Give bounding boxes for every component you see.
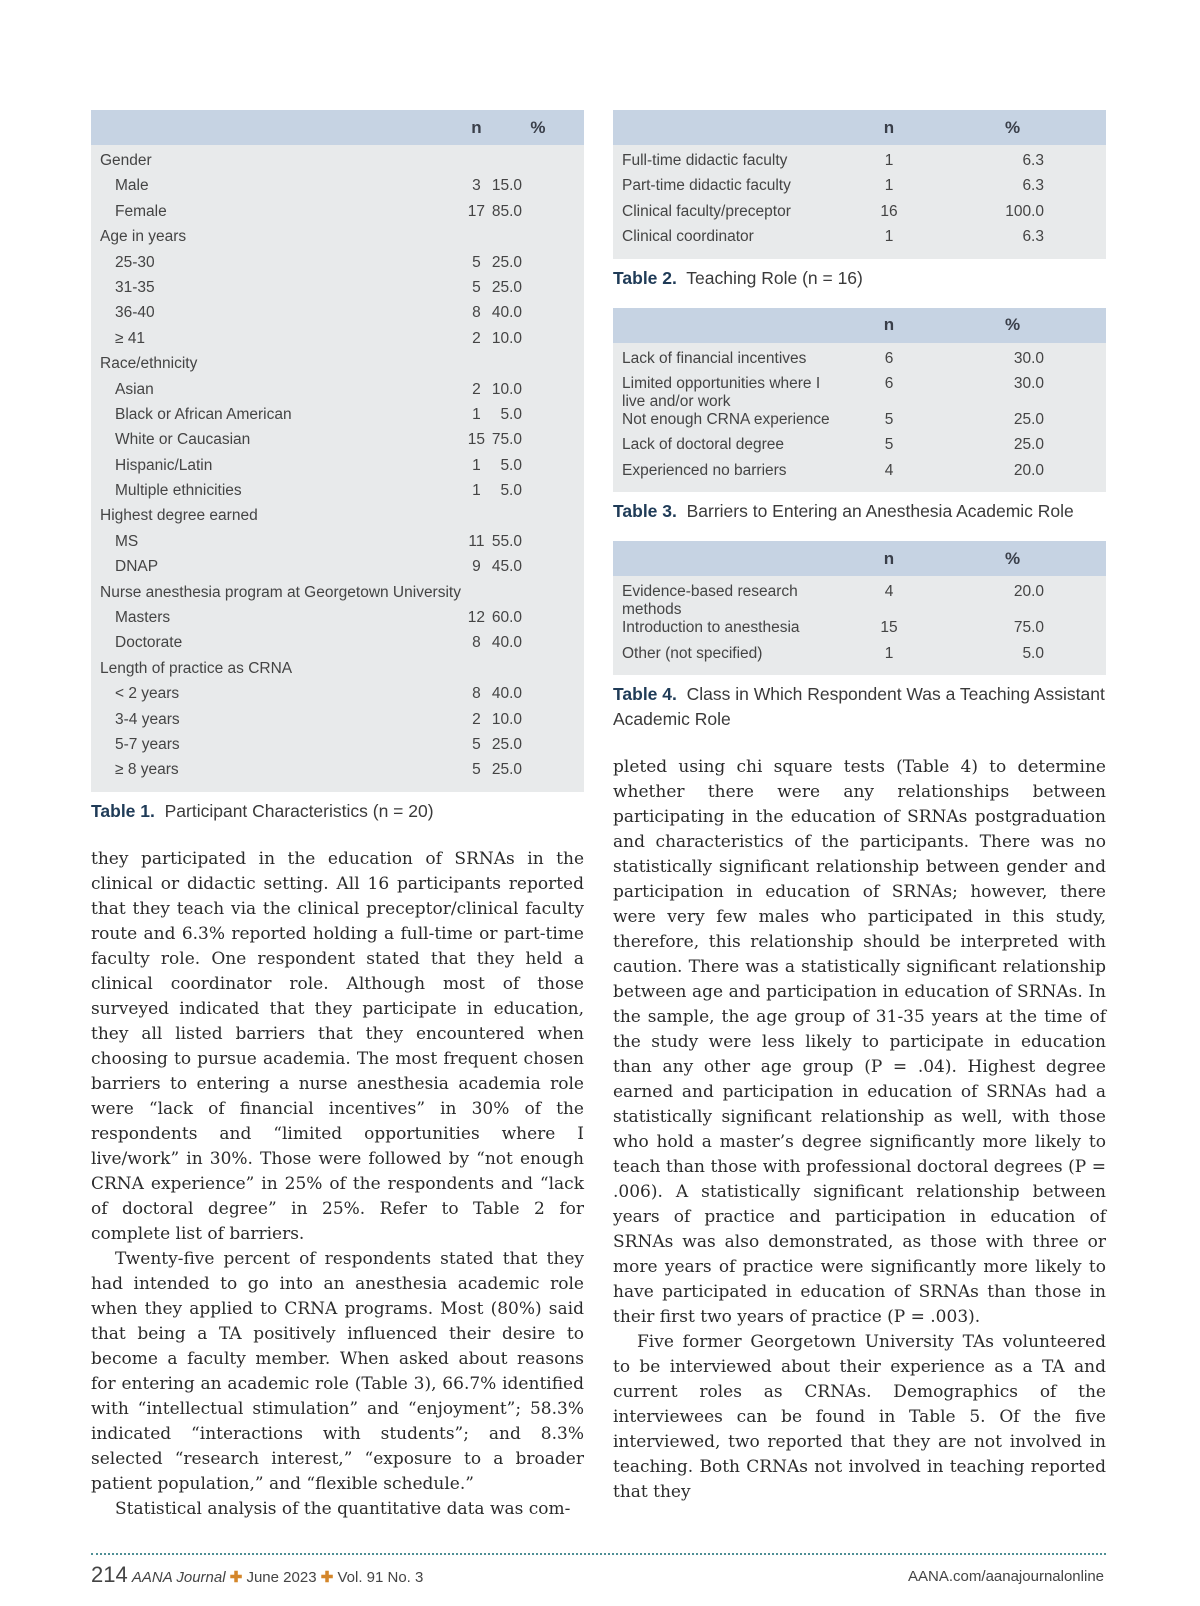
row-n-value: 5 [884, 436, 894, 454]
row-n-value: 2 [472, 380, 481, 398]
row-label: Masters [115, 609, 171, 627]
row-label: Lack of doctoral degree [622, 436, 784, 454]
row-percent-value: 10.0 [491, 710, 522, 728]
journal-url: AANA.com/aanajournalonline [908, 1568, 1104, 1585]
row-n-value: 9 [472, 558, 481, 576]
row-percent-value: 6.3 [1022, 228, 1044, 246]
row-n-value: 4 [884, 583, 894, 601]
row-label: 31-35 [115, 278, 155, 296]
row-percent-value: 40.0 [491, 634, 522, 652]
row-percent-value: 25.0 [1013, 410, 1044, 428]
table-row [91, 609, 584, 634]
row-label: Gender [100, 152, 152, 169]
row-n-value: 1 [884, 228, 894, 246]
row-percent-value: 100.0 [1005, 202, 1044, 220]
row-label: White or Caucasian [115, 431, 251, 449]
paragraph: Statistical analysis of the quantitative data was com- [115, 1498, 571, 1519]
table-3-body [613, 343, 1106, 493]
row-n-value: 1 [884, 152, 894, 169]
caption-number: Table 4. [613, 683, 677, 704]
table-header-n: n [859, 110, 919, 145]
row-n-value: 5 [472, 253, 481, 271]
row-percent-value: 75.0 [1013, 619, 1044, 637]
row-n-value: 5 [472, 761, 481, 779]
row-n-value: 3 [472, 177, 481, 195]
separator-icon: ✚ [320, 1569, 334, 1586]
table-row [613, 228, 1106, 258]
row-label: Limited opportunities where I live and/or work [622, 374, 821, 410]
caption-number: Table 3. [613, 501, 677, 522]
row-label: Clinical faculty/preceptor [622, 202, 791, 220]
row-label: 25-30 [115, 253, 155, 271]
row-percent-value: 75.0 [491, 431, 522, 449]
table-4 [613, 541, 1106, 675]
row-n-value: 5 [472, 735, 481, 753]
footer-left [91, 1562, 423, 1588]
row-n-value: 6 [884, 374, 894, 392]
row-percent-value: 5.0 [500, 405, 522, 423]
row-percent-value: 30.0 [1013, 374, 1044, 392]
table-header-pct: % [919, 110, 1106, 145]
table-1-body [91, 145, 584, 792]
caption-text: Barriers to Entering an Anesthesia Academic Role [686, 501, 1074, 522]
row-n-value: 2 [472, 329, 481, 347]
table-header-label [613, 110, 859, 145]
row-percent-value: 20.0 [1013, 461, 1044, 479]
row-n-value [461, 584, 492, 609]
row-label: Hispanic/Latin [115, 456, 213, 474]
table-row [91, 203, 584, 228]
table-row [613, 177, 1106, 202]
row-percent-value [492, 507, 584, 532]
row-label: MS [115, 532, 139, 550]
row-percent-value: 60.0 [491, 609, 522, 627]
table-row [613, 145, 1106, 177]
page-number: 214 [91, 1562, 128, 1587]
table-row [91, 304, 584, 329]
table-3-caption [613, 499, 1106, 524]
paragraph: Twenty-five percent of respondents stated that they had intended to go into an anesthesia academic role when they applied to CRNA programs. Most (80%) said that being a TA positively influenced their desire to become a faculty member. When asked about reasons for entering an academic role (Table 3), 66.7% identified with “intellectual stimulation” and “enjoyment”; 58.3% indicated “interactions with students”; and 8.3% selected “research interest,” “exposure to a broader patient population,” and “flexible schedule.” [91, 1248, 584, 1494]
table-row [613, 645, 1106, 675]
row-n-value: 8 [472, 634, 481, 652]
paragraph: they participated in the education of SRNAs in the clinical or didactic setting. All 16 participants reported that they teach via the clinical preceptor/clinical faculty route and 6.3% reported holding a full-time or part-time faculty role. One respondent stated that they held a clinical coordinator role. Although most of those surveyed indicated that they participate in education, they all listed barriers that they encountered when choosing to pursue academia. The most frequent chosen barriers to entering a nurse anesthesia academia role were “lack of financial incentives” in 30% of the respondents and “limited opportunities where I live/work” in 30%. Those were followed by “not enough CRNA experience” in 25% of the respondents and “lack of doctoral degree” in 25%. Refer to Table 2 for complete list of barriers. [91, 848, 584, 1244]
table-row [91, 457, 584, 482]
row-label: Length of practice as CRNA [100, 659, 293, 677]
row-n-value: 1 [884, 644, 894, 662]
row-label: Clinical coordinator [622, 228, 754, 246]
caption-text: Teaching Role (n = 16) [686, 267, 863, 288]
row-n-value: 1 [884, 177, 894, 195]
table-row [91, 145, 584, 177]
row-n-value: 15 [880, 619, 898, 637]
table-row [91, 507, 584, 532]
row-percent-value: 5.0 [1022, 644, 1044, 662]
row-percent-value: 40.0 [491, 685, 522, 703]
row-n-value [461, 507, 492, 532]
table-row [91, 254, 584, 279]
row-label: < 2 years [115, 685, 180, 703]
table-row [91, 685, 584, 710]
caption-number: Table 1. [91, 800, 155, 821]
row-n-value [461, 228, 492, 253]
table-row [91, 736, 584, 761]
table-header-row [91, 110, 584, 145]
row-n-value [461, 660, 492, 685]
row-n-value: 5 [472, 278, 481, 296]
row-percent-value: 5.0 [500, 482, 522, 500]
table-header-row [613, 110, 1106, 145]
row-label: Race/ethnicity [100, 355, 198, 373]
table-header-n: n [859, 308, 919, 343]
row-n-value: 8 [472, 685, 481, 703]
row-percent-value [492, 584, 584, 609]
row-percent-value: 20.0 [1013, 583, 1044, 601]
row-percent-value [492, 145, 584, 177]
table-4-caption [613, 682, 1106, 732]
table-row [613, 576, 1106, 619]
row-percent-value: 10.0 [491, 329, 522, 347]
row-label: Male [115, 177, 149, 195]
row-label: Age in years [100, 228, 187, 246]
row-percent-value: 5.0 [500, 456, 522, 474]
table-2 [613, 110, 1106, 259]
table-row [91, 355, 584, 380]
table-header-label [613, 308, 859, 343]
left-body-text [91, 847, 584, 1522]
row-label: Nurse anesthesia program at Georgetown University [100, 583, 461, 601]
table-row [91, 711, 584, 736]
row-n-value: 5 [884, 410, 894, 428]
row-percent-value: 45.0 [491, 558, 522, 576]
row-label: Experienced no barriers [622, 461, 787, 479]
row-label: Not enough CRNA experience [622, 410, 830, 428]
table-2-caption [613, 266, 1106, 291]
table-row [91, 228, 584, 253]
row-label: ≥ 41 [115, 329, 146, 347]
row-n-value: 6 [884, 349, 894, 367]
table-row [91, 177, 584, 202]
table-header-n: n [461, 110, 492, 145]
left-column [91, 110, 584, 1522]
row-percent-value: 6.3 [1022, 177, 1044, 195]
row-percent-value: 30.0 [1013, 349, 1044, 367]
row-n-value: 1 [472, 482, 481, 500]
paragraph: Five former Georgetown University TAs volunteered to be interviewed about their experience as a TA and current roles as CRNAs. Demographics of the interviewees can be found in Table 5. Of the five interviewed, two reported that they are not involved in teaching. Both CRNAs not involved in teaching reported that they [613, 1331, 1106, 1502]
row-label: Part-time didactic faculty [622, 177, 791, 195]
table-row [91, 761, 584, 791]
table-row [91, 482, 584, 507]
table-row [91, 431, 584, 456]
row-label: Highest degree earned [100, 507, 258, 525]
separator-icon: ✚ [229, 1569, 243, 1586]
row-label: Asian [115, 380, 154, 398]
issue-date: June 2023 [246, 1569, 317, 1586]
table-row [613, 203, 1106, 228]
row-label: Black or African American [115, 405, 292, 423]
table-header-pct: % [919, 541, 1106, 576]
row-label: Lack of financial incentives [622, 349, 807, 367]
table-row [91, 406, 584, 431]
row-n-value: 16 [880, 202, 898, 220]
table-header-n: n [859, 541, 919, 576]
row-percent-value: 10.0 [491, 380, 522, 398]
row-percent-value: 25.0 [491, 278, 522, 296]
row-percent-value: 40.0 [491, 304, 522, 322]
caption-text: Class in Which Respondent Was a Teaching Assistant Academic Role [613, 683, 1105, 729]
footer-divider [91, 1553, 1106, 1555]
page-footer [91, 1560, 1106, 1590]
table-row [91, 330, 584, 355]
row-percent-value: 6.3 [1022, 152, 1044, 169]
table-header-pct: % [492, 110, 584, 145]
row-percent-value: 25.0 [1013, 436, 1044, 454]
caption-number: Table 2. [613, 267, 677, 288]
journal-name: AANA Journal [131, 1569, 226, 1586]
row-label: Doctorate [115, 634, 183, 652]
table-row [91, 660, 584, 685]
table-row [613, 375, 1106, 411]
row-percent-value: 85.0 [491, 202, 522, 220]
row-label: ≥ 8 years [115, 761, 179, 779]
row-n-value [461, 145, 492, 177]
table-row [91, 584, 584, 609]
right-column [613, 110, 1106, 1505]
table-row [613, 411, 1106, 436]
row-n-value [461, 355, 492, 380]
row-n-value: 1 [472, 456, 481, 474]
table-1 [91, 110, 584, 792]
row-n-value: 4 [884, 461, 894, 479]
row-percent-value [492, 228, 584, 253]
table-header-pct: % [919, 308, 1106, 343]
table-header-row [613, 541, 1106, 576]
row-label: 5-7 years [115, 735, 180, 753]
row-label: Evidence-based research methods [622, 583, 798, 619]
paragraph: pleted using chi square tests (Table 4) to determine whether there were any relationships between participating in the education of SRNAs postgraduation and characteristics of the participants. There was no statistically significant relationship between gender and participation in education of SRNAs; however, there were very few males who participated in this study, therefore, this relationship should be interpreted with caution. There was a statistically significant relationship between age and participation in education of SRNAs. In the sample, the age group of 31-35 years at the time of the study were less likely to participate in education than any other age group (P = .04). Highest degree earned and participation in education of SRNAs had a statistically significant relationship as well, with those who hold a master’s degree significantly more likely to teach than those with professional doctoral degrees (P = .006). A statistically significant relationship between years of practice and participation in education of SRNAs was also demonstrated, as those with three or more years of practice were significantly more likely to have participated in education of SRNAs than those in their first two years of practice (P = .003). [613, 756, 1106, 1327]
row-percent-value [492, 660, 584, 685]
table-row [613, 619, 1106, 644]
table-row [613, 343, 1106, 375]
caption-text: Participant Characteristics (n = 20) [164, 800, 434, 821]
row-n-value: 11 [468, 532, 485, 550]
row-label: DNAP [115, 558, 159, 576]
table-2-body [613, 145, 1106, 259]
row-percent-value: 55.0 [491, 532, 522, 550]
volume-info: Vol. 91 No. 3 [337, 1569, 424, 1586]
row-n-value: 17 [467, 202, 486, 220]
table-header-label [91, 110, 461, 145]
row-percent-value [492, 355, 584, 380]
row-percent-value: 25.0 [491, 735, 522, 753]
right-body-text [613, 755, 1106, 1505]
table-row [91, 381, 584, 406]
table-row [91, 634, 584, 659]
row-percent-value: 25.0 [491, 253, 522, 271]
row-label: Full-time didactic faculty [622, 152, 788, 169]
table-row [613, 436, 1106, 461]
row-n-value: 2 [472, 710, 481, 728]
row-n-value: 15 [467, 431, 486, 449]
table-header-label [613, 541, 859, 576]
table-header-row [613, 308, 1106, 343]
row-percent-value: 15.0 [491, 177, 522, 195]
row-n-value: 8 [472, 304, 481, 322]
table-row [91, 558, 584, 583]
row-label: Female [115, 202, 167, 220]
row-percent-value: 25.0 [491, 761, 522, 779]
row-n-value: 1 [472, 405, 481, 423]
table-3 [613, 308, 1106, 493]
row-label: 36-40 [115, 304, 155, 322]
table-row [91, 533, 584, 558]
table-4-body [613, 576, 1106, 675]
row-label: Introduction to anesthesia [622, 619, 800, 637]
row-label: Other (not specified) [622, 644, 763, 662]
table-1-caption [91, 799, 584, 824]
row-label: 3-4 years [115, 710, 180, 728]
table-row [91, 279, 584, 304]
row-n-value: 12 [467, 609, 486, 627]
row-label: Multiple ethnicities [115, 482, 242, 500]
table-row [613, 462, 1106, 492]
